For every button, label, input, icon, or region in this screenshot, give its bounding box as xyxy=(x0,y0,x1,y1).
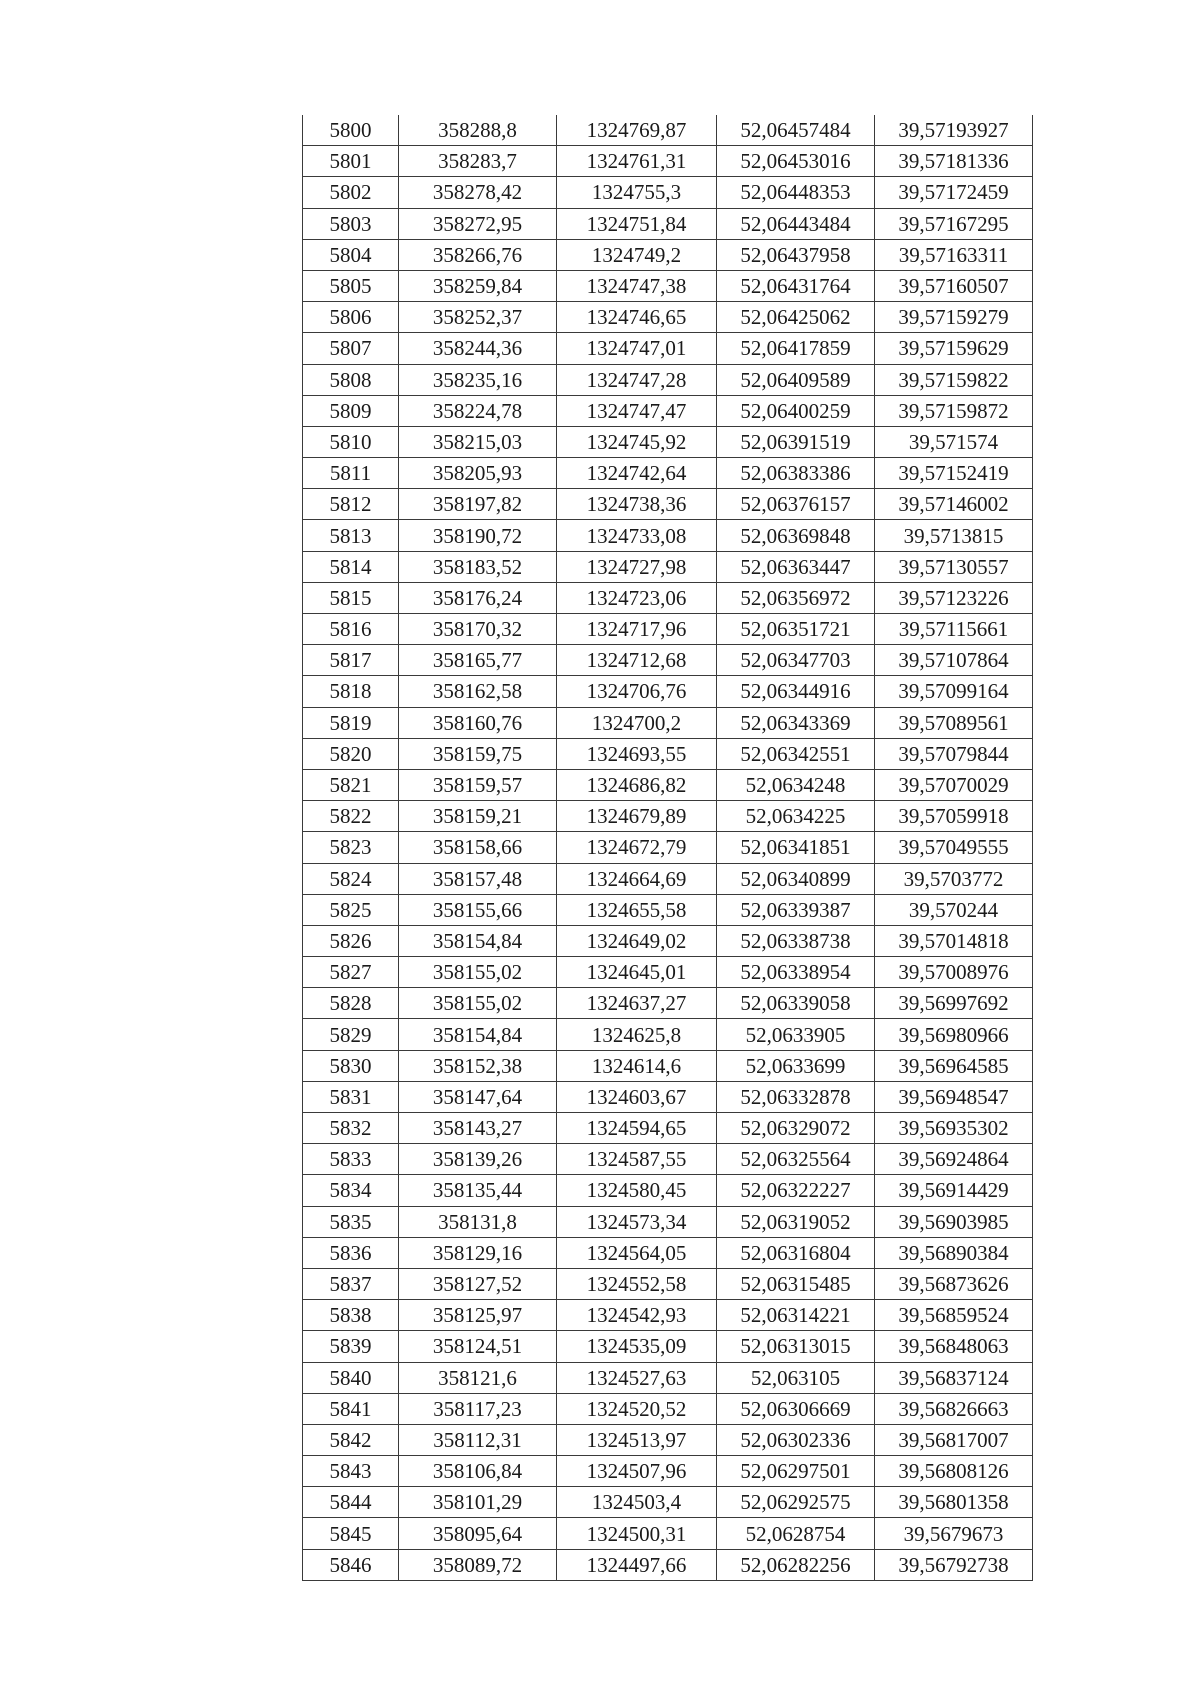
table-row xyxy=(303,1300,1033,1331)
longitude-cell: 39,56808126 xyxy=(875,1456,1033,1487)
point-number-cell: 5829 xyxy=(303,1019,399,1050)
longitude-cell: 39,57123226 xyxy=(875,582,1033,613)
point-number-cell: 5811 xyxy=(303,458,399,489)
x-coordinate-cell: 358288,8 xyxy=(399,115,557,146)
y-coordinate-cell: 1324761,31 xyxy=(557,146,717,177)
table-row xyxy=(303,146,1033,177)
latitude-cell: 52,06314221 xyxy=(717,1300,875,1331)
table-row xyxy=(303,1424,1033,1455)
longitude-cell: 39,57099164 xyxy=(875,676,1033,707)
x-coordinate-cell: 358124,51 xyxy=(399,1331,557,1362)
x-coordinate-cell: 358224,78 xyxy=(399,395,557,426)
longitude-cell: 39,57159872 xyxy=(875,395,1033,426)
y-coordinate-cell: 1324742,64 xyxy=(557,458,717,489)
table-row xyxy=(303,1050,1033,1081)
point-number-cell: 5838 xyxy=(303,1300,399,1331)
latitude-cell: 52,06431764 xyxy=(717,270,875,301)
point-number-cell: 5842 xyxy=(303,1424,399,1455)
x-coordinate-cell: 358112,31 xyxy=(399,1424,557,1455)
latitude-cell: 52,0628754 xyxy=(717,1518,875,1549)
y-coordinate-cell: 1324706,76 xyxy=(557,676,717,707)
latitude-cell: 52,06340899 xyxy=(717,863,875,894)
point-number-cell: 5803 xyxy=(303,208,399,239)
point-number-cell: 5844 xyxy=(303,1487,399,1518)
longitude-cell: 39,56964585 xyxy=(875,1050,1033,1081)
y-coordinate-cell: 1324649,02 xyxy=(557,925,717,956)
table-row xyxy=(303,1175,1033,1206)
x-coordinate-cell: 358272,95 xyxy=(399,208,557,239)
latitude-cell: 52,06376157 xyxy=(717,489,875,520)
latitude-cell: 52,06329072 xyxy=(717,1113,875,1144)
latitude-cell: 52,06306669 xyxy=(717,1393,875,1424)
y-coordinate-cell: 1324552,58 xyxy=(557,1268,717,1299)
table-row xyxy=(303,458,1033,489)
point-number-cell: 5831 xyxy=(303,1081,399,1112)
point-number-cell: 5816 xyxy=(303,614,399,645)
x-coordinate-cell: 358162,58 xyxy=(399,676,557,707)
latitude-cell: 52,06339387 xyxy=(717,894,875,925)
y-coordinate-cell: 1324769,87 xyxy=(557,115,717,146)
table-row xyxy=(303,738,1033,769)
point-number-cell: 5839 xyxy=(303,1331,399,1362)
x-coordinate-cell: 358252,37 xyxy=(399,302,557,333)
table-row xyxy=(303,551,1033,582)
point-number-cell: 5800 xyxy=(303,115,399,146)
x-coordinate-cell: 358283,7 xyxy=(399,146,557,177)
longitude-cell: 39,57130557 xyxy=(875,551,1033,582)
x-coordinate-cell: 358139,26 xyxy=(399,1144,557,1175)
latitude-cell: 52,06448353 xyxy=(717,177,875,208)
table-row xyxy=(303,1549,1033,1580)
latitude-cell: 52,06297501 xyxy=(717,1456,875,1487)
latitude-cell: 52,0633905 xyxy=(717,1019,875,1050)
table-row xyxy=(303,302,1033,333)
longitude-cell: 39,571574 xyxy=(875,426,1033,457)
y-coordinate-cell: 1324672,79 xyxy=(557,832,717,863)
table-row xyxy=(303,270,1033,301)
y-coordinate-cell: 1324723,06 xyxy=(557,582,717,613)
table-row xyxy=(303,863,1033,894)
table-row xyxy=(303,582,1033,613)
latitude-cell: 52,06292575 xyxy=(717,1487,875,1518)
table-row xyxy=(303,239,1033,270)
longitude-cell: 39,57089561 xyxy=(875,707,1033,738)
x-coordinate-cell: 358154,84 xyxy=(399,1019,557,1050)
point-number-cell: 5843 xyxy=(303,1456,399,1487)
table-row xyxy=(303,426,1033,457)
point-number-cell: 5836 xyxy=(303,1237,399,1268)
y-coordinate-cell: 1324497,66 xyxy=(557,1549,717,1580)
latitude-cell: 52,06453016 xyxy=(717,146,875,177)
table-row xyxy=(303,1331,1033,1362)
longitude-cell: 39,5679673 xyxy=(875,1518,1033,1549)
y-coordinate-cell: 1324603,67 xyxy=(557,1081,717,1112)
y-coordinate-cell: 1324747,28 xyxy=(557,364,717,395)
x-coordinate-cell: 358155,66 xyxy=(399,894,557,925)
longitude-cell: 39,56848063 xyxy=(875,1331,1033,1362)
longitude-cell: 39,57159279 xyxy=(875,302,1033,333)
longitude-cell: 39,57049555 xyxy=(875,832,1033,863)
latitude-cell: 52,06356972 xyxy=(717,582,875,613)
point-number-cell: 5824 xyxy=(303,863,399,894)
table-row xyxy=(303,1518,1033,1549)
y-coordinate-cell: 1324733,08 xyxy=(557,520,717,551)
latitude-cell: 52,06322227 xyxy=(717,1175,875,1206)
point-number-cell: 5830 xyxy=(303,1050,399,1081)
longitude-cell: 39,57159629 xyxy=(875,333,1033,364)
y-coordinate-cell: 1324746,65 xyxy=(557,302,717,333)
latitude-cell: 52,06341851 xyxy=(717,832,875,863)
longitude-cell: 39,56948547 xyxy=(875,1081,1033,1112)
latitude-cell: 52,06316804 xyxy=(717,1237,875,1268)
longitude-cell: 39,56826663 xyxy=(875,1393,1033,1424)
longitude-cell: 39,57159822 xyxy=(875,364,1033,395)
longitude-cell: 39,56890384 xyxy=(875,1237,1033,1268)
y-coordinate-cell: 1324664,69 xyxy=(557,863,717,894)
table-row xyxy=(303,208,1033,239)
x-coordinate-cell: 358176,24 xyxy=(399,582,557,613)
x-coordinate-cell: 358089,72 xyxy=(399,1549,557,1580)
point-number-cell: 5834 xyxy=(303,1175,399,1206)
longitude-cell: 39,57167295 xyxy=(875,208,1033,239)
x-coordinate-cell: 358278,42 xyxy=(399,177,557,208)
y-coordinate-cell: 1324614,6 xyxy=(557,1050,717,1081)
table-row xyxy=(303,364,1033,395)
y-coordinate-cell: 1324507,96 xyxy=(557,1456,717,1487)
longitude-cell: 39,56837124 xyxy=(875,1362,1033,1393)
longitude-cell: 39,570244 xyxy=(875,894,1033,925)
longitude-cell: 39,56914429 xyxy=(875,1175,1033,1206)
latitude-cell: 52,06417859 xyxy=(717,333,875,364)
point-number-cell: 5840 xyxy=(303,1362,399,1393)
point-number-cell: 5815 xyxy=(303,582,399,613)
point-number-cell: 5846 xyxy=(303,1549,399,1580)
table-row xyxy=(303,333,1033,364)
x-coordinate-cell: 358266,76 xyxy=(399,239,557,270)
x-coordinate-cell: 358155,02 xyxy=(399,988,557,1019)
y-coordinate-cell: 1324717,96 xyxy=(557,614,717,645)
table-row xyxy=(303,1019,1033,1050)
table-row xyxy=(303,177,1033,208)
y-coordinate-cell: 1324645,01 xyxy=(557,957,717,988)
point-number-cell: 5804 xyxy=(303,239,399,270)
latitude-cell: 52,063105 xyxy=(717,1362,875,1393)
longitude-cell: 39,57079844 xyxy=(875,738,1033,769)
y-coordinate-cell: 1324594,65 xyxy=(557,1113,717,1144)
y-coordinate-cell: 1324535,09 xyxy=(557,1331,717,1362)
latitude-cell: 52,0634225 xyxy=(717,801,875,832)
y-coordinate-cell: 1324527,63 xyxy=(557,1362,717,1393)
y-coordinate-cell: 1324637,27 xyxy=(557,988,717,1019)
latitude-cell: 52,06313015 xyxy=(717,1331,875,1362)
x-coordinate-cell: 358157,48 xyxy=(399,863,557,894)
longitude-cell: 39,57115661 xyxy=(875,614,1033,645)
latitude-cell: 52,0633699 xyxy=(717,1050,875,1081)
point-number-cell: 5820 xyxy=(303,738,399,769)
point-number-cell: 5814 xyxy=(303,551,399,582)
y-coordinate-cell: 1324747,38 xyxy=(557,270,717,301)
latitude-cell: 52,06319052 xyxy=(717,1206,875,1237)
x-coordinate-cell: 358154,84 xyxy=(399,925,557,956)
point-number-cell: 5823 xyxy=(303,832,399,863)
coordinates-table xyxy=(302,115,1033,1581)
y-coordinate-cell: 1324700,2 xyxy=(557,707,717,738)
table-row xyxy=(303,1268,1033,1299)
x-coordinate-cell: 358129,16 xyxy=(399,1237,557,1268)
x-coordinate-cell: 358183,52 xyxy=(399,551,557,582)
point-number-cell: 5806 xyxy=(303,302,399,333)
longitude-cell: 39,57008976 xyxy=(875,957,1033,988)
latitude-cell: 52,06282256 xyxy=(717,1549,875,1580)
y-coordinate-cell: 1324747,47 xyxy=(557,395,717,426)
point-number-cell: 5807 xyxy=(303,333,399,364)
longitude-cell: 39,56924864 xyxy=(875,1144,1033,1175)
y-coordinate-cell: 1324712,68 xyxy=(557,645,717,676)
latitude-cell: 52,06325564 xyxy=(717,1144,875,1175)
latitude-cell: 52,06343369 xyxy=(717,707,875,738)
x-coordinate-cell: 358152,38 xyxy=(399,1050,557,1081)
point-number-cell: 5835 xyxy=(303,1206,399,1237)
longitude-cell: 39,56980966 xyxy=(875,1019,1033,1050)
table-row xyxy=(303,1456,1033,1487)
longitude-cell: 39,57059918 xyxy=(875,801,1033,832)
y-coordinate-cell: 1324520,52 xyxy=(557,1393,717,1424)
point-number-cell: 5827 xyxy=(303,957,399,988)
point-number-cell: 5812 xyxy=(303,489,399,520)
y-coordinate-cell: 1324625,8 xyxy=(557,1019,717,1050)
x-coordinate-cell: 358125,97 xyxy=(399,1300,557,1331)
latitude-cell: 52,06315485 xyxy=(717,1268,875,1299)
x-coordinate-cell: 358244,36 xyxy=(399,333,557,364)
point-number-cell: 5828 xyxy=(303,988,399,1019)
latitude-cell: 52,06347703 xyxy=(717,645,875,676)
table-row xyxy=(303,1487,1033,1518)
x-coordinate-cell: 358165,77 xyxy=(399,645,557,676)
table-row xyxy=(303,489,1033,520)
x-coordinate-cell: 358131,8 xyxy=(399,1206,557,1237)
longitude-cell: 39,57172459 xyxy=(875,177,1033,208)
y-coordinate-cell: 1324679,89 xyxy=(557,801,717,832)
longitude-cell: 39,56935302 xyxy=(875,1113,1033,1144)
table-row xyxy=(303,1113,1033,1144)
latitude-cell: 52,06342551 xyxy=(717,738,875,769)
x-coordinate-cell: 358135,44 xyxy=(399,1175,557,1206)
y-coordinate-cell: 1324655,58 xyxy=(557,894,717,925)
y-coordinate-cell: 1324542,93 xyxy=(557,1300,717,1331)
point-number-cell: 5845 xyxy=(303,1518,399,1549)
latitude-cell: 52,06351721 xyxy=(717,614,875,645)
y-coordinate-cell: 1324693,55 xyxy=(557,738,717,769)
longitude-cell: 39,56903985 xyxy=(875,1206,1033,1237)
y-coordinate-cell: 1324749,2 xyxy=(557,239,717,270)
y-coordinate-cell: 1324503,4 xyxy=(557,1487,717,1518)
x-coordinate-cell: 358215,03 xyxy=(399,426,557,457)
table-row xyxy=(303,957,1033,988)
table-row xyxy=(303,395,1033,426)
table-row xyxy=(303,894,1033,925)
x-coordinate-cell: 358158,66 xyxy=(399,832,557,863)
point-number-cell: 5825 xyxy=(303,894,399,925)
latitude-cell: 52,06391519 xyxy=(717,426,875,457)
y-coordinate-cell: 1324745,92 xyxy=(557,426,717,457)
point-number-cell: 5819 xyxy=(303,707,399,738)
table-row xyxy=(303,1144,1033,1175)
latitude-cell: 52,06338738 xyxy=(717,925,875,956)
x-coordinate-cell: 358121,6 xyxy=(399,1362,557,1393)
latitude-cell: 52,06302336 xyxy=(717,1424,875,1455)
x-coordinate-cell: 358155,02 xyxy=(399,957,557,988)
y-coordinate-cell: 1324500,31 xyxy=(557,1518,717,1549)
x-coordinate-cell: 358095,64 xyxy=(399,1518,557,1549)
x-coordinate-cell: 358106,84 xyxy=(399,1456,557,1487)
table-row xyxy=(303,1081,1033,1112)
latitude-cell: 52,06425062 xyxy=(717,302,875,333)
y-coordinate-cell: 1324564,05 xyxy=(557,1237,717,1268)
longitude-cell: 39,5703772 xyxy=(875,863,1033,894)
latitude-cell: 52,06383386 xyxy=(717,458,875,489)
y-coordinate-cell: 1324686,82 xyxy=(557,769,717,800)
point-number-cell: 5813 xyxy=(303,520,399,551)
point-number-cell: 5822 xyxy=(303,801,399,832)
point-number-cell: 5826 xyxy=(303,925,399,956)
y-coordinate-cell: 1324751,84 xyxy=(557,208,717,239)
table-row xyxy=(303,520,1033,551)
latitude-cell: 52,06332878 xyxy=(717,1081,875,1112)
point-number-cell: 5818 xyxy=(303,676,399,707)
latitude-cell: 52,06409589 xyxy=(717,364,875,395)
latitude-cell: 52,06443484 xyxy=(717,208,875,239)
x-coordinate-cell: 358159,57 xyxy=(399,769,557,800)
latitude-cell: 52,06369848 xyxy=(717,520,875,551)
table-row xyxy=(303,614,1033,645)
x-coordinate-cell: 358127,52 xyxy=(399,1268,557,1299)
table-row xyxy=(303,645,1033,676)
longitude-cell: 39,57014818 xyxy=(875,925,1033,956)
x-coordinate-cell: 358205,93 xyxy=(399,458,557,489)
y-coordinate-cell: 1324747,01 xyxy=(557,333,717,364)
x-coordinate-cell: 358117,23 xyxy=(399,1393,557,1424)
longitude-cell: 39,57160507 xyxy=(875,270,1033,301)
longitude-cell: 39,56873626 xyxy=(875,1268,1033,1299)
x-coordinate-cell: 358101,29 xyxy=(399,1487,557,1518)
table-row xyxy=(303,115,1033,146)
table-row xyxy=(303,1393,1033,1424)
y-coordinate-cell: 1324755,3 xyxy=(557,177,717,208)
table-row xyxy=(303,676,1033,707)
x-coordinate-cell: 358235,16 xyxy=(399,364,557,395)
longitude-cell: 39,57181336 xyxy=(875,146,1033,177)
table-row xyxy=(303,769,1033,800)
latitude-cell: 52,06437958 xyxy=(717,239,875,270)
x-coordinate-cell: 358170,32 xyxy=(399,614,557,645)
longitude-cell: 39,56817007 xyxy=(875,1424,1033,1455)
table-row xyxy=(303,1362,1033,1393)
y-coordinate-cell: 1324580,45 xyxy=(557,1175,717,1206)
point-number-cell: 5805 xyxy=(303,270,399,301)
x-coordinate-cell: 358160,76 xyxy=(399,707,557,738)
y-coordinate-cell: 1324727,98 xyxy=(557,551,717,582)
x-coordinate-cell: 358147,64 xyxy=(399,1081,557,1112)
point-number-cell: 5841 xyxy=(303,1393,399,1424)
latitude-cell: 52,06344916 xyxy=(717,676,875,707)
point-number-cell: 5833 xyxy=(303,1144,399,1175)
longitude-cell: 39,56792738 xyxy=(875,1549,1033,1580)
point-number-cell: 5808 xyxy=(303,364,399,395)
latitude-cell: 52,06457484 xyxy=(717,115,875,146)
table-row xyxy=(303,925,1033,956)
latitude-cell: 52,06338954 xyxy=(717,957,875,988)
longitude-cell: 39,5713815 xyxy=(875,520,1033,551)
x-coordinate-cell: 358190,72 xyxy=(399,520,557,551)
coordinates-table-body xyxy=(303,115,1033,1580)
table-row xyxy=(303,832,1033,863)
latitude-cell: 52,06339058 xyxy=(717,988,875,1019)
x-coordinate-cell: 358159,21 xyxy=(399,801,557,832)
latitude-cell: 52,06400259 xyxy=(717,395,875,426)
x-coordinate-cell: 358143,27 xyxy=(399,1113,557,1144)
x-coordinate-cell: 358159,75 xyxy=(399,738,557,769)
longitude-cell: 39,57193927 xyxy=(875,115,1033,146)
point-number-cell: 5832 xyxy=(303,1113,399,1144)
y-coordinate-cell: 1324587,55 xyxy=(557,1144,717,1175)
point-number-cell: 5801 xyxy=(303,146,399,177)
longitude-cell: 39,56859524 xyxy=(875,1300,1033,1331)
table-row xyxy=(303,801,1033,832)
latitude-cell: 52,0634248 xyxy=(717,769,875,800)
x-coordinate-cell: 358197,82 xyxy=(399,489,557,520)
point-number-cell: 5817 xyxy=(303,645,399,676)
longitude-cell: 39,57163311 xyxy=(875,239,1033,270)
table-row xyxy=(303,707,1033,738)
x-coordinate-cell: 358259,84 xyxy=(399,270,557,301)
longitude-cell: 39,57152419 xyxy=(875,458,1033,489)
point-number-cell: 5802 xyxy=(303,177,399,208)
longitude-cell: 39,57146002 xyxy=(875,489,1033,520)
point-number-cell: 5821 xyxy=(303,769,399,800)
longitude-cell: 39,57070029 xyxy=(875,769,1033,800)
point-number-cell: 5809 xyxy=(303,395,399,426)
table-row xyxy=(303,1206,1033,1237)
table-row xyxy=(303,1237,1033,1268)
latitude-cell: 52,06363447 xyxy=(717,551,875,582)
point-number-cell: 5810 xyxy=(303,426,399,457)
table-row xyxy=(303,988,1033,1019)
longitude-cell: 39,56997692 xyxy=(875,988,1033,1019)
longitude-cell: 39,56801358 xyxy=(875,1487,1033,1518)
y-coordinate-cell: 1324738,36 xyxy=(557,489,717,520)
longitude-cell: 39,57107864 xyxy=(875,645,1033,676)
y-coordinate-cell: 1324513,97 xyxy=(557,1424,717,1455)
y-coordinate-cell: 1324573,34 xyxy=(557,1206,717,1237)
point-number-cell: 5837 xyxy=(303,1268,399,1299)
